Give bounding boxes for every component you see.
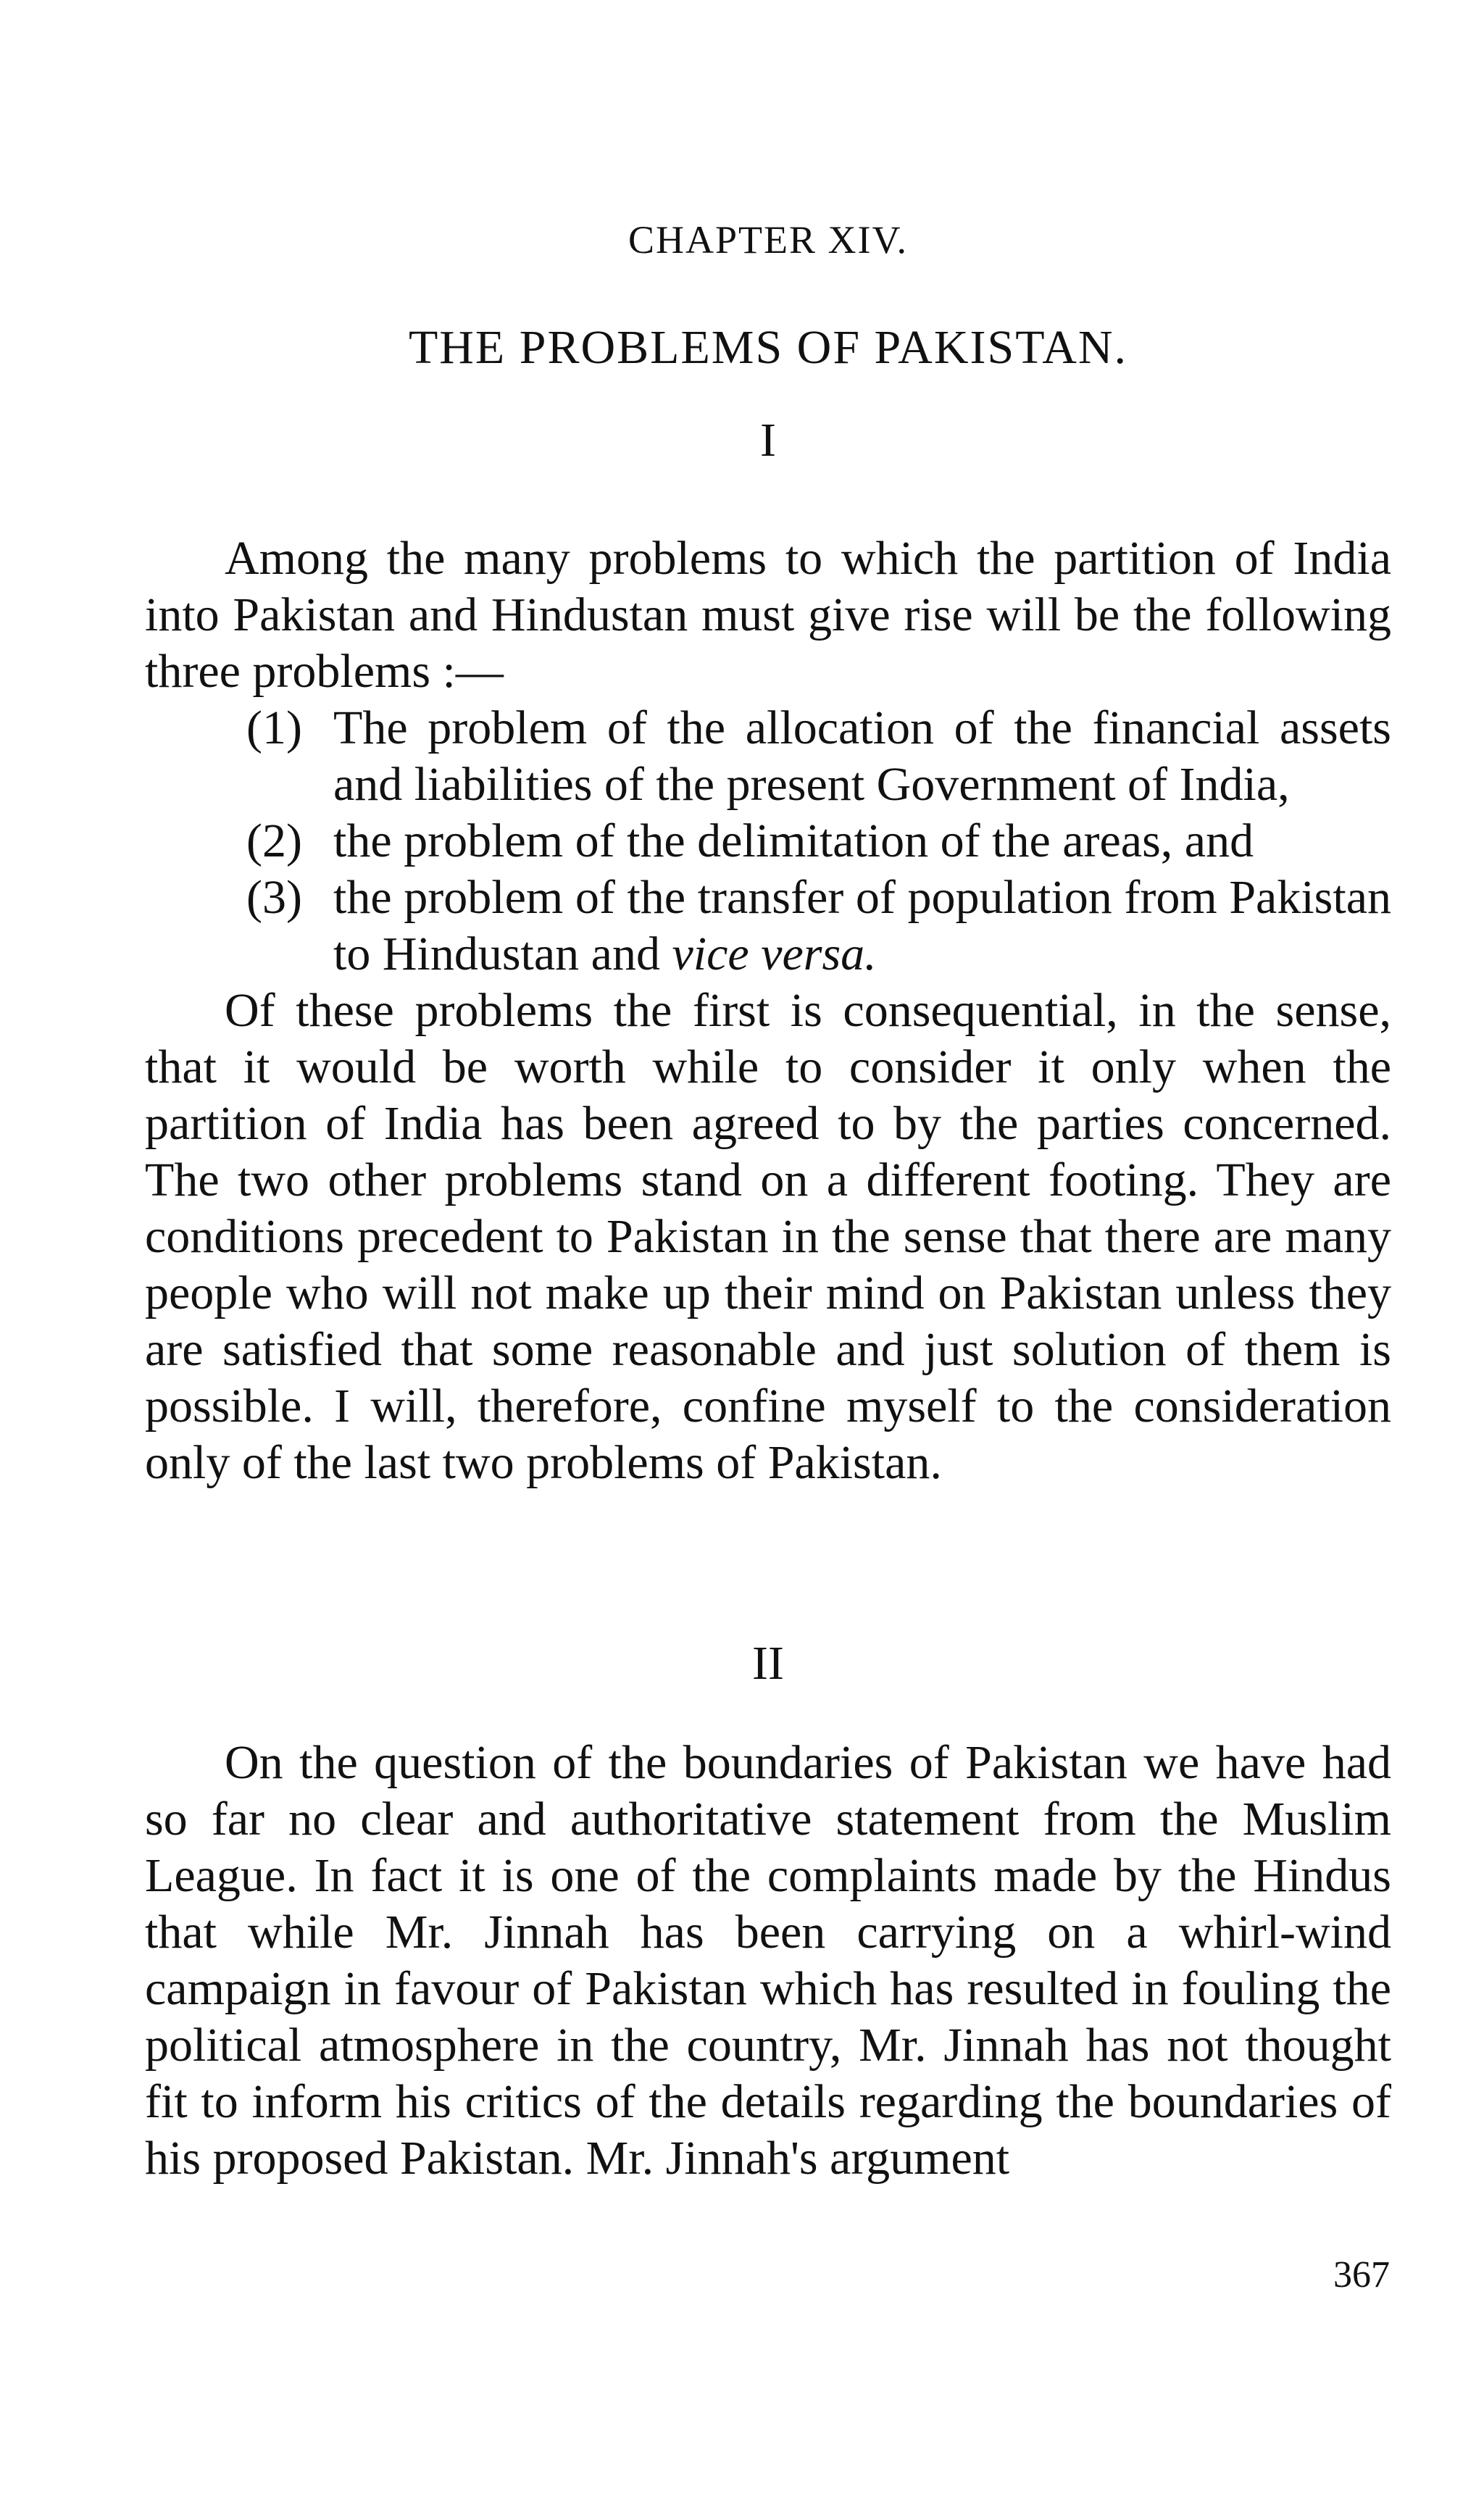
list-item-number: (3) [246, 871, 302, 924]
body-paragraph-1: Of these problems the first is consequential, in the sense, that it would be worth while to consider it only when the partition of India has been agreed to by the parties concerned. The two other problems stand on a different footing. They are conditions precedent to Pakistan in the sense that there are many people who will not make up their mind on Pakistan unless they are satisfied that some reasonable and just solution of them is possible. I will, therefore, confine myself to the consideration only of the last two problems of Pakistan. [145, 984, 1391, 1489]
list-item-text: The problem of the allocation of the financial assets and liabilities of the present Government of India, [333, 701, 1391, 811]
list-item-italic-text: vice versa. [672, 927, 877, 980]
problem-list [145, 700, 1391, 983]
list-item [246, 813, 1391, 870]
list-item-number: (2) [246, 814, 302, 867]
intro-paragraph: Among the many problems to which the partition of India into Pakistan and Hindustan must give rise will be the following three problems :— [145, 532, 1391, 698]
chapter-title: THE PROBLEMS OF PAKISTAN. [408, 321, 1128, 374]
list-item-text: the problem of the delimitation of the areas, and [333, 814, 1254, 867]
page-number: 367 [1333, 2254, 1390, 2295]
body-paragraph-2: On the question of the boundaries of Pakistan we have had so far no clear and authoritative statement from the Muslim League. In fact it is one of the complaints made by the Hindus that while Mr. Jinnah has been carrying on a whirl-wind campaign in favour of Pakistan which has resulted in fouling the political atmosphere in the country, Mr. Jinnah has not thought fit to inform his critics of the details regarding the boundaries of his proposed Pakistan. Mr. Jinnah's argument [145, 1736, 1391, 2185]
section-spacer [145, 1491, 1391, 1636]
chapter-heading: CHAPTER XIV. [628, 218, 909, 262]
list-item [246, 870, 1391, 983]
book-page [145, 217, 1391, 2187]
list-item-number: (1) [246, 701, 302, 754]
section-number-2: II [752, 1637, 784, 1690]
list-item [246, 700, 1391, 813]
section-number-1: I [760, 414, 776, 467]
list-item-text: the problem of the transfer of population from Pakistan to Hindustan and [333, 871, 1391, 980]
